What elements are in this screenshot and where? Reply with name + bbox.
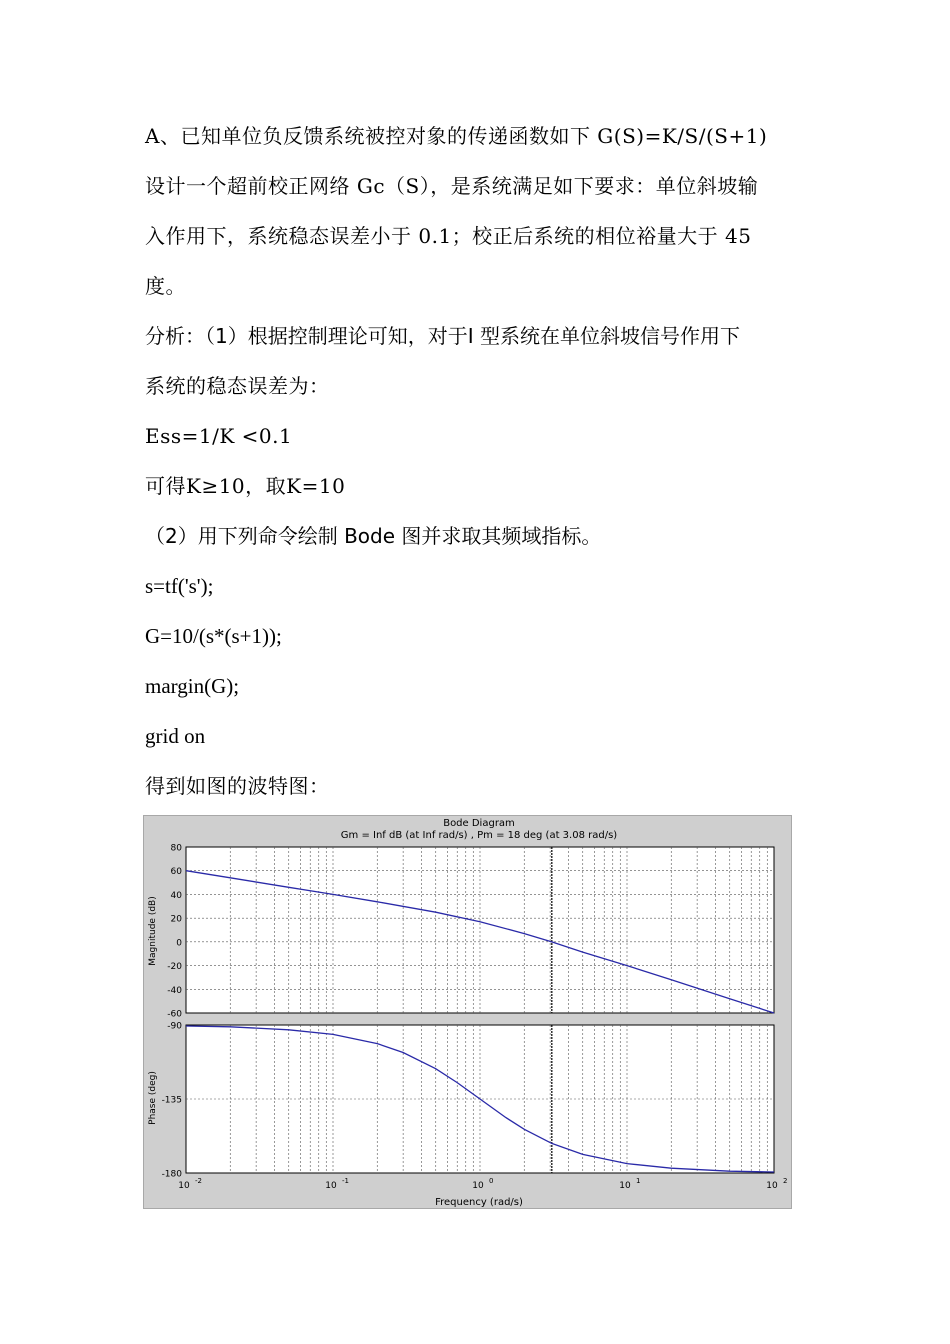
y-tick-label: -20 [167,962,182,973]
problem-statement-line-4: 度。 [145,274,186,298]
chart-title: Bode Diagram [443,818,515,829]
code-line-2: G=10/(s*(s+1)); [145,624,282,648]
chart-subtitle: Gm = Inf dB (at Inf rad/s) , Pm = 18 deg (at 3.08 rad/s) [340,830,618,841]
code-line-1: s=tf('s'); [145,574,214,598]
y-tick-label: -180 [161,1169,182,1180]
phase-axis-label: Phase (deg) [148,1071,158,1125]
x-tick-label: 10 [766,1181,778,1191]
x-tick-label: 10 [472,1181,484,1191]
bode-diagram-chart [144,816,791,1208]
x-tick-exponent: 2 [783,1177,788,1185]
x-tick-exponent: -2 [195,1177,202,1185]
gain-result: 可得K≥10，取K=10 [145,474,346,498]
bode-diagram-figure [143,815,792,1209]
code-line-4: grid on [145,724,206,748]
y-tick-label: -60 [167,1009,182,1020]
problem-statement-line-2: 设计一个超前校正网络 Gc（S），是系统满足如下要求：单位斜坡输 [145,174,759,198]
analysis-line-1: 分析：（1）根据控制理论可知，对于I 型系统在单位斜坡信号作用下 [145,324,740,348]
x-tick-label: 10 [619,1181,631,1191]
y-tick-label: 20 [170,914,182,925]
error-formula: Ess=1/K <0.1 [145,424,293,448]
x-tick-label: 10 [178,1181,190,1191]
y-tick-label: 0 [176,938,182,949]
y-tick-label: -40 [167,985,182,996]
x-tick-exponent: -1 [342,1177,349,1185]
magnitude-axis-label: Magnitude (dB) [148,896,158,966]
y-tick-label: 40 [170,890,182,901]
problem-statement-line-3: 入作用下，系统稳态误差小于 0.1；校正后系统的相位裕量大于 45 [145,224,752,248]
y-tick-label: -135 [161,1095,182,1106]
x-tick-exponent: 0 [489,1177,494,1185]
y-tick-label: 80 [170,843,182,854]
analysis-line-2: 系统的稳态误差为： [145,374,330,398]
x-tick-label: 10 [325,1181,337,1191]
figure-intro: 得到如图的波特图： [145,774,330,798]
code-line-3: margin(G); [145,674,240,698]
y-tick-label: -90 [167,1021,182,1032]
step-2-text: （2）用下列命令绘制 Bode 图并求取其频域指标。 [145,524,602,548]
y-tick-label: 60 [170,867,182,878]
problem-statement-line-1: A、已知单位负反馈系统被控对象的传递函数如下 G(S)=K/S/(S+1) [145,124,768,148]
x-tick-exponent: 1 [636,1177,641,1185]
x-axis-label: Frequency (rad/s) [435,1197,523,1208]
